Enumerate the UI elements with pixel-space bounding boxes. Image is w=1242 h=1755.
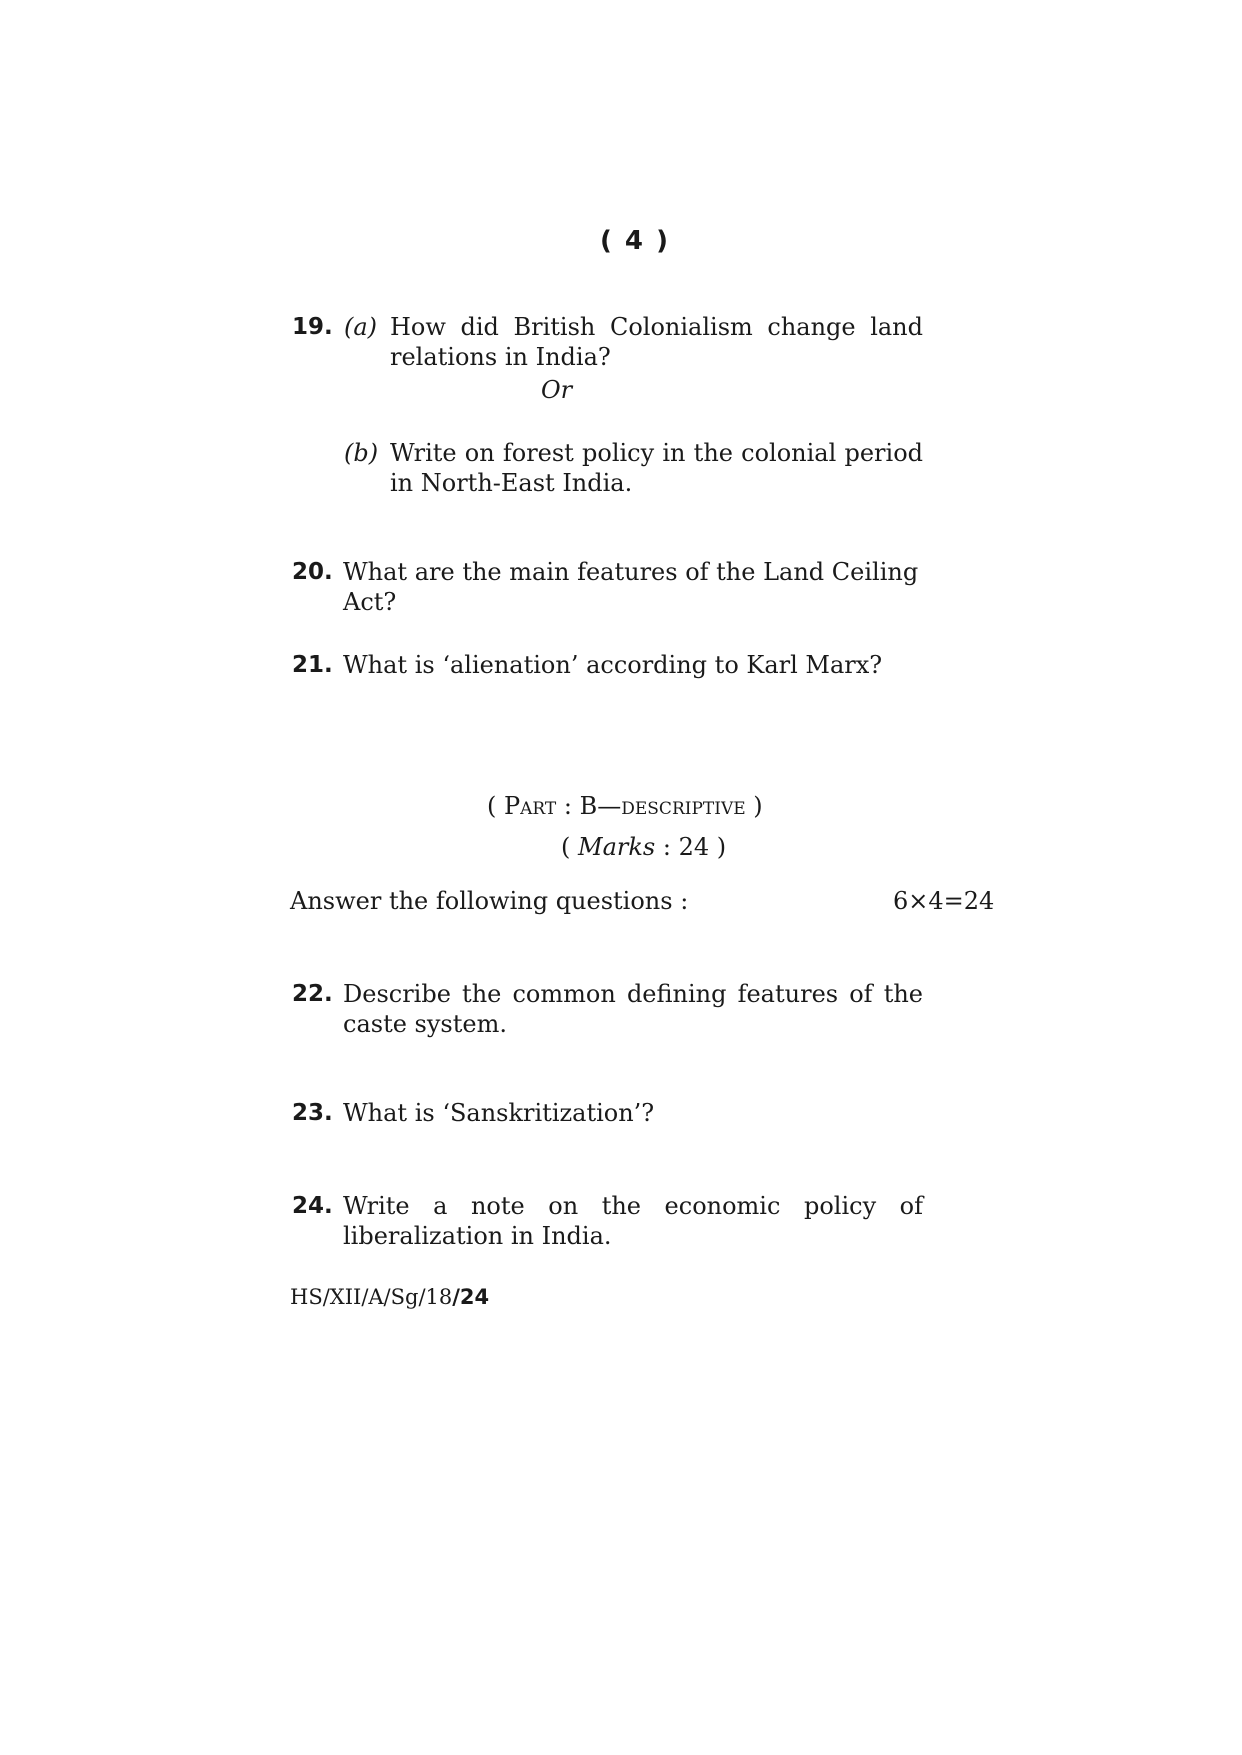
question-number-21: 21. (292, 652, 333, 678)
question-number-24: 24. (292, 1193, 333, 1219)
question-19a-text: How did British Colonialism change land relations in India? (390, 313, 923, 371)
question-23-text: What is ‘Sanskritization’? (343, 1099, 655, 1127)
question-19b-label: (b) (344, 439, 379, 467)
question-19b-text: Write on forest policy in the colonial period in North-East India. (390, 439, 923, 497)
part-b-heading: ( Part : B—descriptive ) (487, 792, 763, 820)
or-separator: Or (541, 376, 573, 404)
part-b-marks: ( Marks : 24 ) (561, 833, 727, 861)
question-number-19: 19. (292, 314, 333, 340)
question-number-20: 20. (292, 559, 333, 585)
paper-code: HS/XII/A/Sg/18/24 (290, 1285, 490, 1309)
question-21-text: What is ‘alienation’ according to Karl Marx? (343, 651, 883, 679)
question-20-text: What are the main features of the Land Ceiling Act? (343, 558, 919, 616)
question-number-23: 23. (292, 1100, 333, 1126)
question-19a-label: (a) (344, 313, 378, 341)
marks-scheme: 6×4=24 (893, 887, 995, 915)
question-24-text: Write a note on the economic policy of liberalization in India. (343, 1192, 923, 1250)
instruction-text: Answer the following questions : (290, 887, 689, 915)
page-number: ( 4 ) (600, 226, 670, 256)
question-22-text: Describe the common defining features of the caste system. (343, 980, 923, 1038)
question-number-22: 22. (292, 981, 333, 1007)
